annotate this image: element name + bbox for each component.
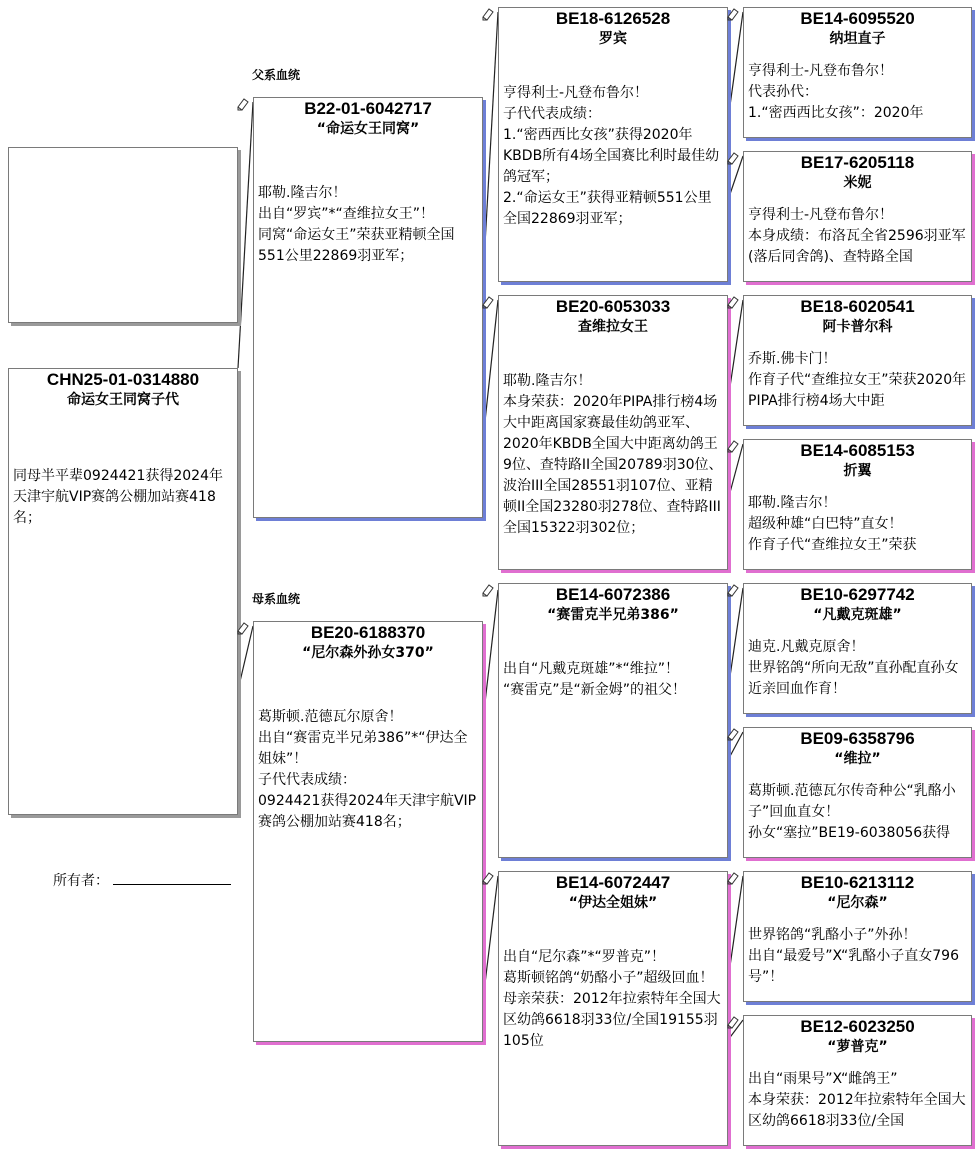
description-line: 出自“雨果号”X“雌鸽王” [748, 1071, 898, 1087]
ring-number: BE17-6205118 [800, 153, 915, 172]
granddam-maternal-card [498, 871, 728, 1146]
pigeon-name: 米妮 [843, 175, 872, 191]
description [499, 83, 727, 230]
description [499, 659, 727, 701]
grandsire-paternal-card [498, 7, 728, 282]
ancestor-card [743, 583, 972, 714]
description-line: 葛斯顿铭鸽“奶酪小子”超级回血！ [503, 970, 714, 986]
ring-number: BE14-6095520 [800, 9, 915, 28]
description-line: 1.“密西西比女孩”：2020年 [748, 105, 924, 121]
pigeon-name: 罗宾 [599, 31, 627, 47]
edit-tag-icon[interactable] [726, 7, 740, 21]
description-line: 葛斯顿.范德瓦尔原舍！ [258, 709, 403, 725]
granddam-paternal-card [498, 295, 728, 570]
ancestor-card [743, 1015, 972, 1146]
ring-number: BE14-6072447 [555, 873, 671, 892]
description-line: 出自“赛雷克半兄弟386”*“伊达全姐妹”！ [258, 730, 468, 767]
ring-number: BE18-6126528 [555, 9, 671, 28]
edit-tag-icon[interactable] [481, 871, 495, 885]
description-line: 本身荣获：2020年PIPA排行榜4场大中距离国家赛最佳幼鸽亚军、2020年KBDB全国大中距离幼鸽王9位、查特路II全国20789羽30位、波治III全国28551羽107位、亚精顿II全国23280羽278位、查特路III全国15322羽302位； [503, 394, 723, 536]
subject-card [8, 368, 238, 815]
owner-label: 所有者： [53, 873, 109, 889]
description [744, 925, 971, 988]
description-line: 代表孙代： [748, 84, 818, 100]
sire-card [253, 97, 483, 518]
description [9, 466, 237, 529]
description-line: 作育子代“查维拉女王”荣获 [748, 537, 917, 553]
description-line: 出自“凡戴克斑雄”*“维拉”！ [503, 661, 680, 677]
pigeon-name: “命运女王同窝” [316, 121, 420, 137]
edit-tag-icon[interactable] [481, 7, 495, 21]
pigeon-name: 折翼 [843, 463, 872, 479]
description-line: 0924421获得2024年天津宇航VIP赛鸽公棚加站赛418名； [258, 793, 477, 830]
edit-tag-icon[interactable] [481, 295, 495, 309]
pigeon-name: “伊达全姐妹” [568, 895, 658, 911]
description [744, 1069, 971, 1132]
description-line: 世界铭鸽“乳酪小子”外孙！ [748, 927, 917, 943]
pigeon-name: “维拉” [834, 751, 881, 767]
description-line: 同母半平辈0924421获得2024年天津宇航VIP赛鸽公棚加站赛418名； [13, 468, 223, 526]
pigeon-name: “尼尔森外孙女370” [302, 645, 434, 661]
pigeon-name: “凡戴克斑雄” [813, 607, 902, 623]
ring-number: BE14-6085153 [800, 441, 915, 460]
description-line: 亨得利士-凡登布鲁尔！ [748, 63, 894, 79]
description-line: 葛斯顿.范德瓦尔传奇种公“乳酪小子”回血直女！ [748, 783, 956, 820]
description-line: 亨得利士-凡登布鲁尔！ [503, 85, 649, 101]
pigeon-photo-placeholder [8, 147, 238, 323]
ring-number: B22-01-6042717 [304, 99, 432, 118]
description-line: 本身成绩：布洛瓦全省2596羽亚军(落后同舍鸽)、查特路全国 [748, 228, 966, 265]
edit-tag-icon[interactable] [726, 583, 740, 597]
ring-number: BE10-6297742 [800, 585, 915, 604]
edit-tag-icon[interactable] [481, 583, 495, 597]
description-line: 亨得利士-凡登布鲁尔！ [748, 207, 894, 223]
edit-tag-icon[interactable] [726, 439, 740, 453]
description-line: 出自“最爱号”X“乳酪小子直女796号”！ [748, 948, 959, 985]
ring-number: BE20-6053033 [555, 297, 671, 316]
description [499, 947, 727, 1052]
description [499, 371, 727, 539]
description-line: 迪克.凡戴克原舍！ [748, 639, 865, 655]
description-line: 子代代表成绩： [258, 772, 356, 788]
description-line: 乔斯.佛卡门！ [748, 351, 837, 367]
pigeon-name: 查维拉女王 [578, 319, 648, 335]
description-line: 子代代表成绩： [503, 106, 601, 122]
ring-number: BE10-6213112 [800, 873, 915, 892]
ring-number: CHN25-01-0314880 [46, 370, 200, 389]
description-line: 耶勒.隆吉尔！ [748, 495, 837, 511]
description-line: 本身荣获：2012年拉索特年全国大区幼鸽6618羽33位/全国 [748, 1092, 966, 1129]
ancestor-card [743, 295, 972, 426]
pigeon-name: “萝普克” [827, 1039, 888, 1055]
description-line: 世界铭鸽“所向无敌”直孙配直孙女近亲回血作育！ [748, 660, 959, 697]
edit-tag-icon[interactable] [726, 871, 740, 885]
description [744, 493, 971, 556]
dam-card [253, 621, 483, 1042]
ring-number: BE09-6358796 [800, 729, 915, 748]
description-line: 1.“密西西比女孩”获得2020年KBDB所有4场全国赛比利时最佳幼鸽冠军； [503, 127, 720, 185]
ancestor-card [743, 871, 972, 1002]
owner-field [53, 870, 231, 890]
description [744, 637, 971, 700]
maternal-label: 母系血统 [252, 592, 301, 606]
ring-number: BE12-6023250 [800, 1017, 915, 1036]
edit-tag-icon[interactable] [236, 97, 250, 111]
description [744, 349, 971, 412]
edit-tag-icon[interactable] [236, 621, 250, 635]
ancestor-card [743, 727, 972, 858]
pigeon-name: 纳坦直子 [829, 31, 886, 47]
grandsire-maternal-card [498, 583, 728, 858]
ancestor-card [743, 439, 972, 570]
pigeon-name: “尼尔森” [827, 895, 888, 911]
edit-tag-icon[interactable] [726, 1015, 740, 1029]
ring-number: BE18-6020541 [800, 297, 915, 316]
description-line: 耶勒.隆吉尔！ [503, 373, 592, 389]
description-line: 出自“尼尔森”*“罗普克”！ [503, 949, 666, 965]
owner-blank-line[interactable] [113, 870, 231, 885]
description-line: 出自“罗宾”*“查维拉女王”！ [258, 206, 435, 222]
description-line: 同窝“命运女王”荣获亚精顿全国551公里22869羽亚军； [258, 227, 455, 264]
description-line: 作育子代“查维拉女王”荣获2020年PIPA排行榜4场大中距 [748, 372, 967, 409]
pigeon-name: 命运女王同窝子代 [67, 392, 179, 408]
edit-tag-icon[interactable] [726, 151, 740, 165]
paternal-label: 父系血统 [252, 68, 301, 82]
ancestor-card [743, 151, 972, 282]
description [254, 183, 482, 267]
description [744, 781, 971, 844]
description-line: 耶勒.隆吉尔！ [258, 185, 347, 201]
ring-number: BE20-6188370 [310, 623, 426, 642]
edit-tag-icon[interactable] [726, 727, 740, 741]
description [744, 61, 971, 124]
ancestor-card [743, 7, 972, 138]
description [254, 707, 482, 833]
description-line: 2.“命运女王”获得亚精顿551公里全国22869羽亚军； [503, 190, 712, 227]
description-line: 孙女“塞拉”BE19-6038056获得 [748, 825, 951, 841]
edit-tag-icon[interactable] [726, 295, 740, 309]
description [744, 205, 971, 268]
description-line: 母亲荣获：2012年拉索特年全国大区幼鸽6618羽33位/全国19155羽105位 [503, 991, 721, 1049]
pigeon-name: 阿卡普尔科 [822, 319, 893, 335]
description-line: 超级种雄“白巴特”直女！ [748, 516, 903, 532]
pigeon-name: “赛雷克半兄弟386” [547, 607, 679, 623]
description-line: “赛雷克”是“新金姆”的祖父！ [503, 682, 687, 698]
ring-number: BE14-6072386 [555, 585, 671, 604]
